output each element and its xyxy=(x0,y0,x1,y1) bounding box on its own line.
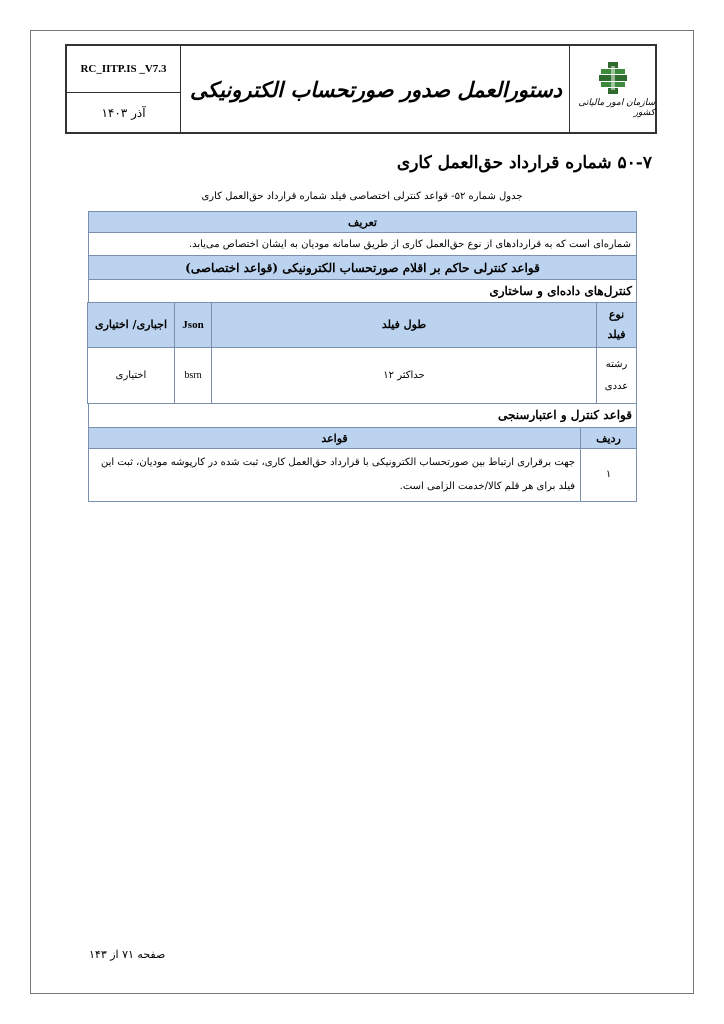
data-controls-title: کنترل‌های داده‌ای و ساختاری xyxy=(88,279,637,302)
data-controls-table xyxy=(87,302,637,404)
page-frame xyxy=(30,30,694,994)
json-key-value: bsrn xyxy=(175,348,212,404)
document-date: آذر ۱۴۰۳ xyxy=(101,106,146,120)
document-code: RC_IITP.IS _V7.3 xyxy=(67,46,180,93)
required-value: اختیاری xyxy=(88,348,175,404)
table-header-row xyxy=(88,303,637,348)
rule-index: ۱ xyxy=(581,449,637,502)
field-rules-table xyxy=(88,211,637,502)
field-type-value: رشته عددی xyxy=(597,348,637,404)
page-number: صفحه ۷۱ از ۱۴۳ xyxy=(89,948,166,961)
col-field-type: نوع فیلد xyxy=(597,303,637,348)
tax-organization-logo-icon xyxy=(598,61,628,95)
validation-table xyxy=(88,427,637,502)
table-header-row xyxy=(89,428,637,449)
rule-text: جهت برقراری ارتباط بین صورتحساب الکترونیکی با قرارداد حق‌العمل کاری، ثبت شده در کارپوشه مودیان، ثبت این فیلد برای هر قلم کالا/خدمت الزامی است. xyxy=(89,449,581,502)
rules-header: قواعد کنترلی حاکم بر اقلام صورتحساب الکترونیکی (قواعد اختصاصی) xyxy=(88,255,637,279)
col-index: ردیف xyxy=(581,428,637,449)
section-title: ۵۰-۷ شماره قرارداد حق‌العمل کاری xyxy=(396,153,652,173)
document-title: دستورالعمل صدور صورتحساب الکترونیکی xyxy=(189,76,563,102)
document-header xyxy=(65,44,657,134)
col-rules: قواعد xyxy=(89,428,581,449)
table-caption: جدول شماره ۵۲- قواعد کنترلی اختصاصی فیلد شماره قرارداد حق‌العمل کاری xyxy=(201,191,523,202)
field-length-value: حداکثر ۱۲ xyxy=(212,348,597,404)
validation-title: قواعد کنترل و اعتبارسنجی xyxy=(88,404,637,427)
col-field-length: طول فیلد xyxy=(212,303,597,348)
col-required: اجباری/ اختیاری xyxy=(88,303,175,348)
definition-text: شماره‌ای است که به قراردادهای از نوع حق‌العمل کاری از طریق سامانه مودیان به ایشان اختصاص می‌یابد. xyxy=(88,232,637,255)
table-row xyxy=(88,348,637,404)
organization-block xyxy=(569,46,655,132)
header-meta xyxy=(67,46,181,132)
table-row xyxy=(89,449,637,502)
definition-header: تعریف xyxy=(88,211,637,232)
col-json: Json xyxy=(175,303,212,348)
organization-name: سازمان امور مالیاتی کشور xyxy=(578,97,655,118)
